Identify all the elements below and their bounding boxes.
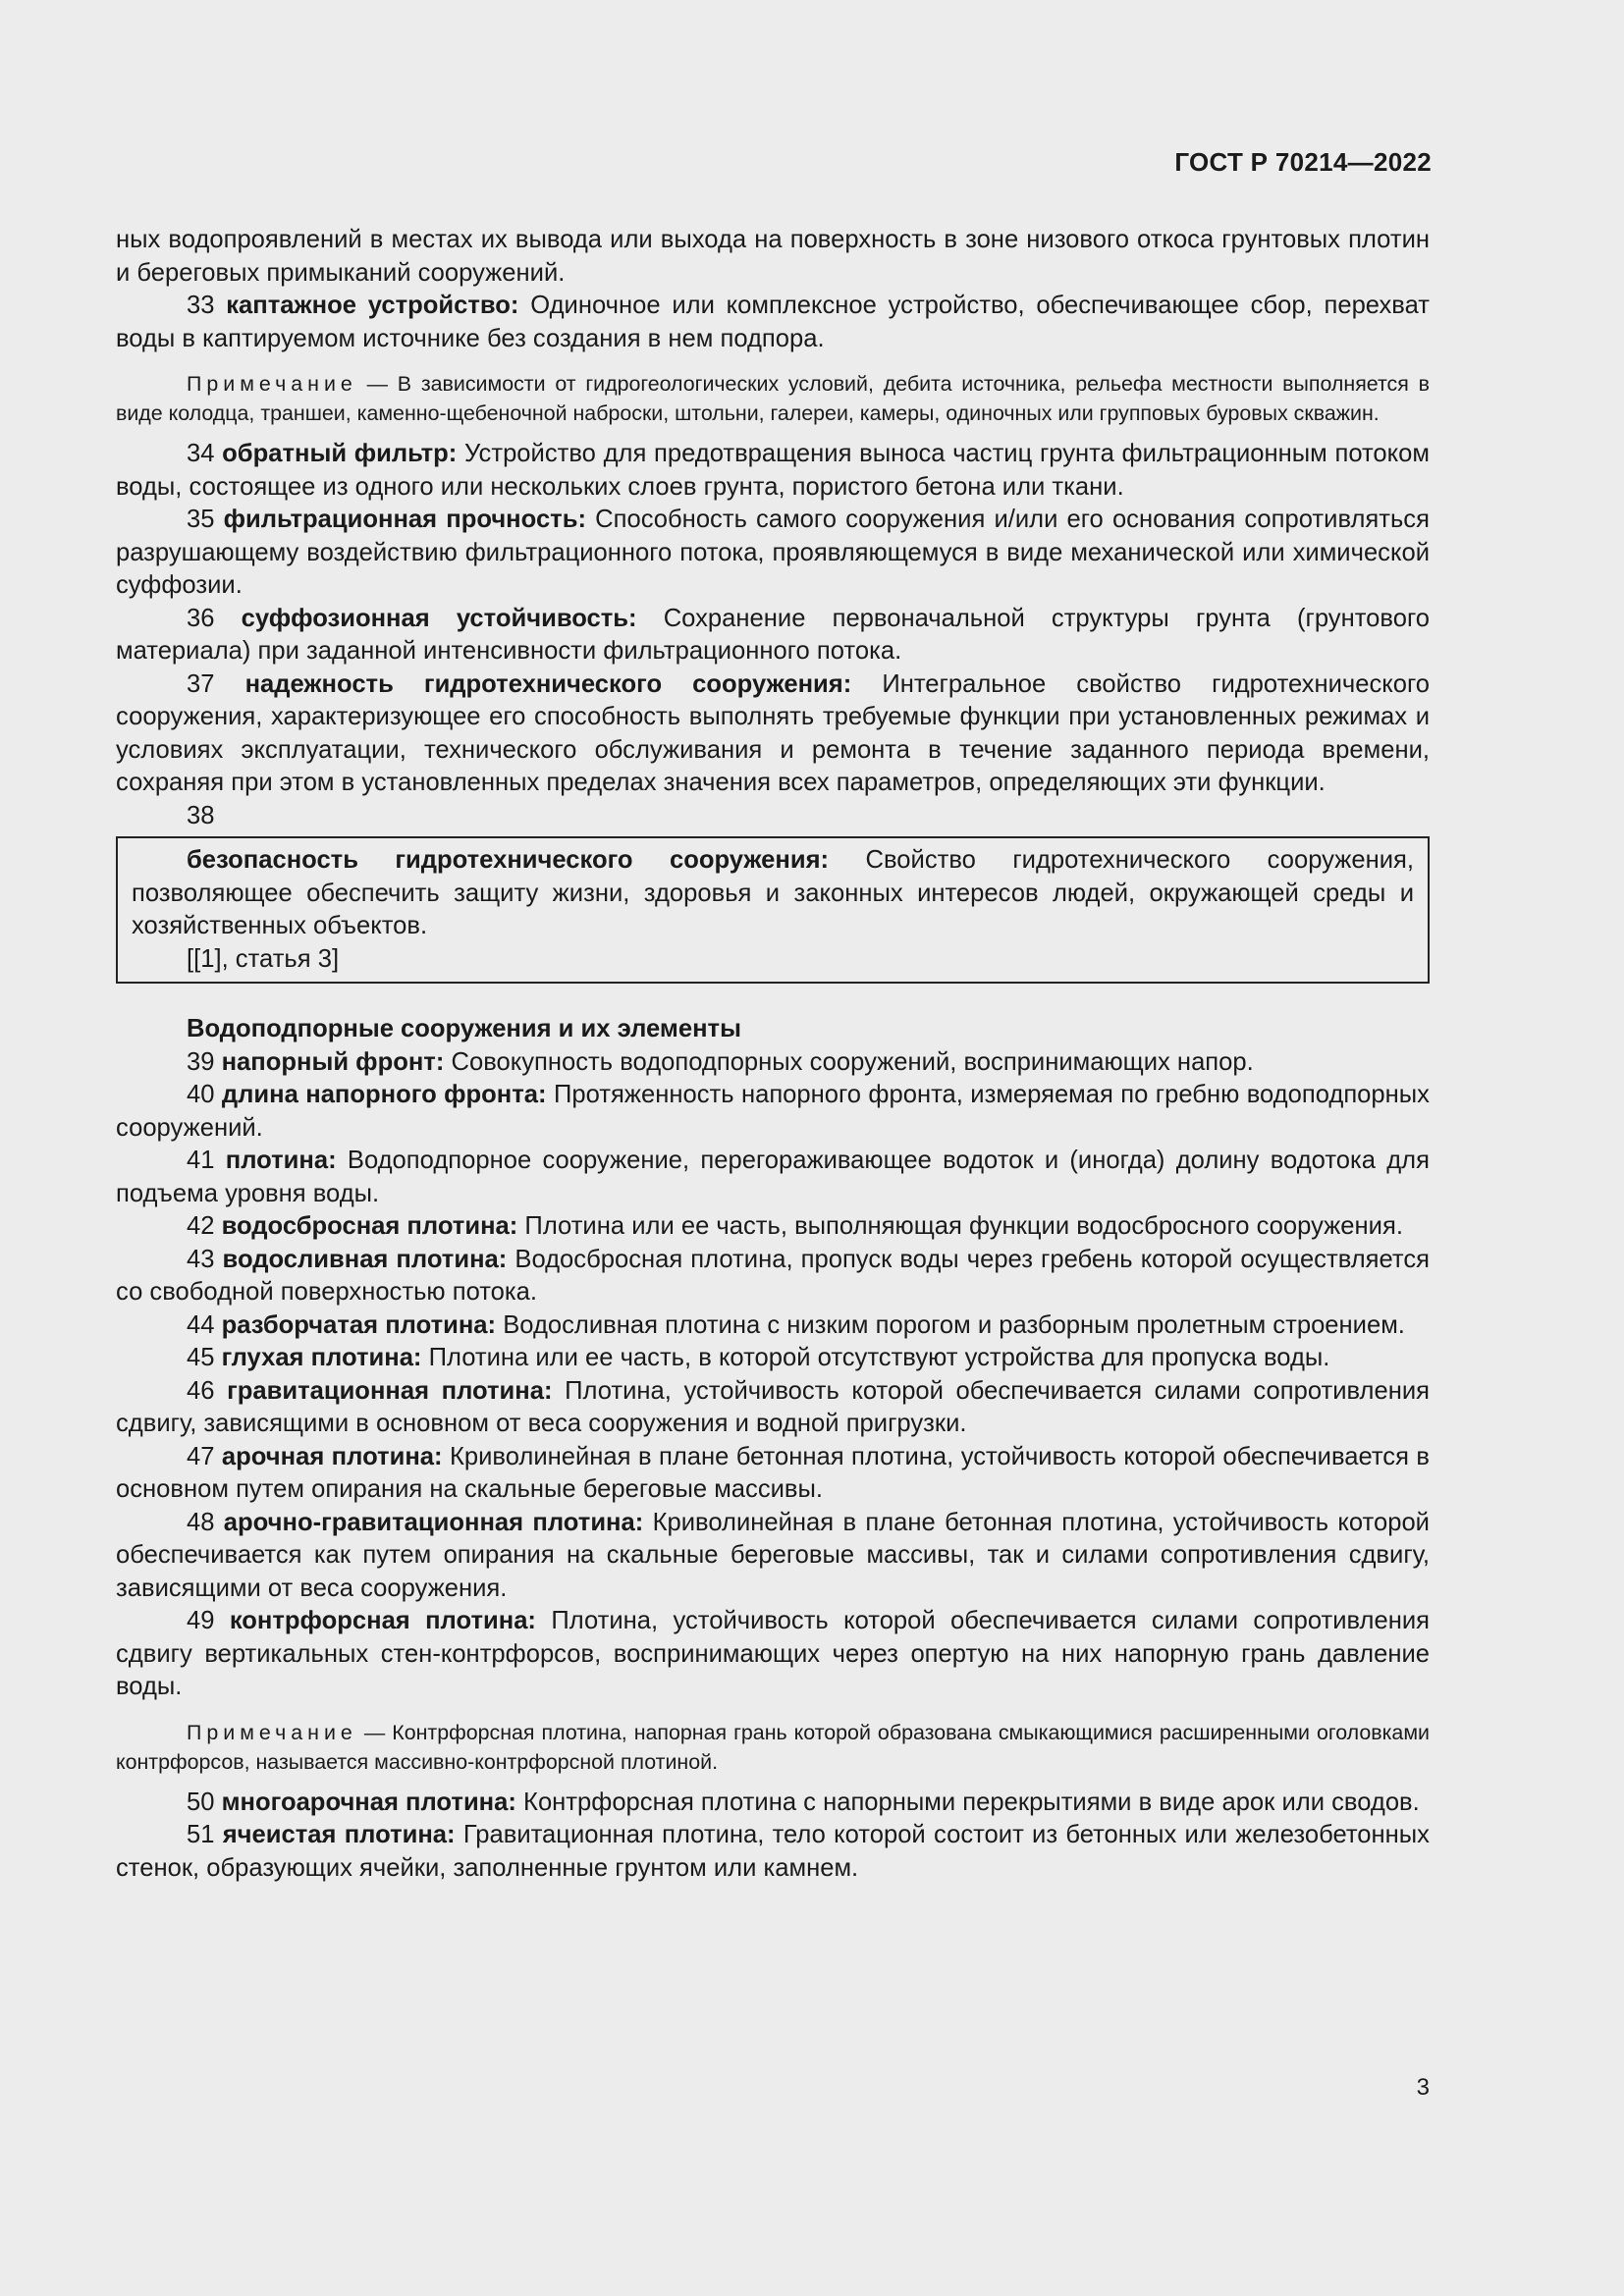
term-definition: Криволинейная в плане бетонная плотина, устойчивость которой обеспечивается как путем опирания на скальные береговые массивы, так и силами сопротивления сдвигу, зависящими от веса сооружения. <box>116 1508 1430 1602</box>
term-number: 51 <box>187 1821 215 1848</box>
term-number: 43 <box>187 1245 215 1273</box>
term-title: контрфорсная плотина: <box>229 1607 536 1634</box>
note-label: Примечание <box>187 372 357 396</box>
note-text: — В зависимости от гидрогеологических условий, дебита источника, рельефа местности выполняется в виде колодца, траншеи, каменно-щебеночной наброски, штольни, галереи, камеры, одиночных или групповых буровых скважин. <box>116 372 1430 425</box>
term-number: 46 <box>187 1376 215 1405</box>
term-34 <box>116 438 1430 504</box>
term-definition: Способность самого сооружения и/или его основания сопротивляться разрушающему воздействию фильтрационного потока, проявляющемуся в виде механической или химической суффозии. <box>116 506 1430 599</box>
term-title: гравитационная плотина: <box>227 1376 553 1405</box>
term-definition: Криволинейная в плане бетонная плотина, устойчивость которой обеспечивается в основном путем опирания на скальные береговые массивы. <box>116 1442 1430 1503</box>
term-definition: Плотина, устойчивость которой обеспечивается силами сопротивления сдвигу вертикальных стен-контрфорсов, воспринимающих через опертую на них напорную грань давление воды. <box>116 1607 1430 1700</box>
term-title: водосливная плотина: <box>222 1245 508 1273</box>
term-title: арочная плотина: <box>221 1442 443 1470</box>
term-definition: Протяженность напорного фронта, измеряемая по гребню водоподпорных сооружений. <box>116 1081 1430 1142</box>
term-35 <box>116 504 1430 603</box>
term-definition: Совокупность водоподпорных сооружений, воспринимающих напор. <box>451 1047 1254 1076</box>
term-title: обратный фильтр: <box>222 440 458 467</box>
term-number: 37 <box>187 669 215 698</box>
term-number: 47 <box>187 1442 215 1470</box>
term-title: разборчатая плотина: <box>221 1310 497 1339</box>
term-47 <box>116 1441 1430 1507</box>
term-number: 34 <box>187 440 215 467</box>
term-definition: Водоподпорное сооружение, перегораживающее водоток и (иногда) долину водотока для подъема уровня воды. <box>116 1147 1430 1207</box>
term-title: плотина: <box>225 1147 337 1174</box>
term-37 <box>116 668 1430 800</box>
note-2 <box>116 1718 1430 1777</box>
term-38-source: [[1], статья 3] <box>187 944 340 973</box>
term-number: 36 <box>187 604 215 632</box>
term-33 <box>116 290 1430 355</box>
term-46 <box>116 1375 1430 1441</box>
term-number: 41 <box>187 1147 215 1174</box>
term-definition: Плотина или ее часть, выполняющая функции водосбросного сооружения. <box>524 1212 1403 1240</box>
term-45 <box>116 1342 1430 1375</box>
term-39 <box>116 1046 1430 1080</box>
term-title: напорный фронт: <box>221 1047 445 1076</box>
term-definition: Свойство гидротехнического сооружения, позволяющее обеспечить защиту жизни, здоровья и законных интересов людей, окружающей среды и хозяйственных объектов. <box>132 846 1414 939</box>
term-36 <box>116 603 1430 668</box>
term-42 <box>116 1210 1430 1244</box>
term-definition: Плотина, устойчивость которой обеспечивается силами сопротивления сдвигу, зависящими в основном от веса сооружения и водной пригрузки. <box>116 1376 1430 1437</box>
note-text: — Контрфорсная плотина, напорная грань которой образована смыкающимися расширенными оголовками контрфорсов, называется массивно-контрфорсной плотиной. <box>116 1720 1430 1774</box>
document-header: ГОСТ Р 70214—2022 <box>1174 147 1432 177</box>
term-definition: Водосбросная плотина, пропуск воды через гребень которой осуществляется со свободной поверхностью потока. <box>116 1245 1430 1306</box>
term-definition: Плотина или ее часть, в которой отсутствуют устройства для пропуска воды. <box>428 1344 1330 1371</box>
term-definition: Устройство для предотвращения выноса частиц грунта фильтрационным потоком воды, состоящее из одного или нескольких слоев грунта, пористого бетона или ткани. <box>116 440 1430 501</box>
term-number: 45 <box>187 1344 215 1371</box>
term-definition: Интегральное свойство гидротехнического сооружения, характеризующее его способность выполнять требуемые функции при установленных режимах и условиях эксплуатации, технического обслуживания и ремонта в течение заданного периода времени, сохраняя при этом в установленных пределах значения всех параметров, определяющих эти функции. <box>116 669 1430 796</box>
term-number: 35 <box>187 506 215 533</box>
term-title: глухая плотина: <box>221 1344 422 1371</box>
page-number: 3 <box>1416 2074 1430 2101</box>
term-title: фильтрационная прочность: <box>223 506 586 533</box>
term-title: многоарочная плотина: <box>221 1788 516 1816</box>
term-number: 50 <box>187 1788 215 1816</box>
term-number: 44 <box>187 1310 215 1339</box>
term-definition: Одиночное или комплексное устройство, обеспечивающее сбор, перехват воды в каптируемом источнике без создания в нем подпора. <box>116 292 1430 352</box>
term-title: водосбросная плотина: <box>221 1212 518 1240</box>
term-48 <box>116 1507 1430 1606</box>
note-1 <box>116 369 1430 428</box>
intro-paragraph: ных водопроявлений в местах их вывода или выхода на поверхность в зоне низового откоса грунтовых плотин и береговых примыканий сооружений. <box>116 226 1430 287</box>
term-title: ячеистая плотина: <box>222 1821 456 1848</box>
note-label: Примечание <box>187 1720 357 1744</box>
term-title: длина напорного фронта: <box>221 1081 547 1108</box>
term-38-number: 38 <box>187 801 215 829</box>
term-definition: Сохранение первоначальной структуры грунта (грунтового материала) при заданной интенсивности фильтрационного потока. <box>116 604 1430 665</box>
term-definition: Водосливная плотина с низким порогом и разборным пролетным строением. <box>503 1310 1405 1339</box>
term-51 <box>116 1819 1430 1885</box>
section-title: Водоподпорные сооружения и их элементы <box>187 1015 741 1042</box>
term-40 <box>116 1079 1430 1145</box>
term-number: 39 <box>187 1047 215 1076</box>
term-41 <box>116 1145 1430 1210</box>
term-50 <box>116 1787 1430 1820</box>
term-title: каптажное устройство: <box>226 292 519 319</box>
term-title: безопасность гидротехнического сооружения: <box>187 846 830 874</box>
term-number: 40 <box>187 1081 215 1108</box>
document-body <box>116 224 1430 1885</box>
term-number: 49 <box>187 1607 215 1634</box>
term-title: надежность гидротехнического сооружения: <box>244 669 852 698</box>
term-title: суффозионная устойчивость: <box>241 604 637 632</box>
term-38 <box>132 844 1414 943</box>
term-43 <box>116 1244 1430 1309</box>
term-38-box <box>116 836 1430 984</box>
term-44 <box>116 1309 1430 1343</box>
term-definition: Гравитационная плотина, тело которой состоит из бетонных или железобетонных стенок, образующих ячейки, заполненные грунтом или камнем. <box>116 1821 1430 1882</box>
term-definition: Контрфорсная плотина с напорными перекрытиями в виде арок или сводов. <box>523 1788 1420 1816</box>
term-number: 42 <box>187 1212 215 1240</box>
term-number: 48 <box>187 1508 215 1536</box>
term-49 <box>116 1605 1430 1704</box>
term-number: 33 <box>187 292 215 319</box>
term-title: арочно-гравитационная плотина: <box>223 1508 644 1536</box>
